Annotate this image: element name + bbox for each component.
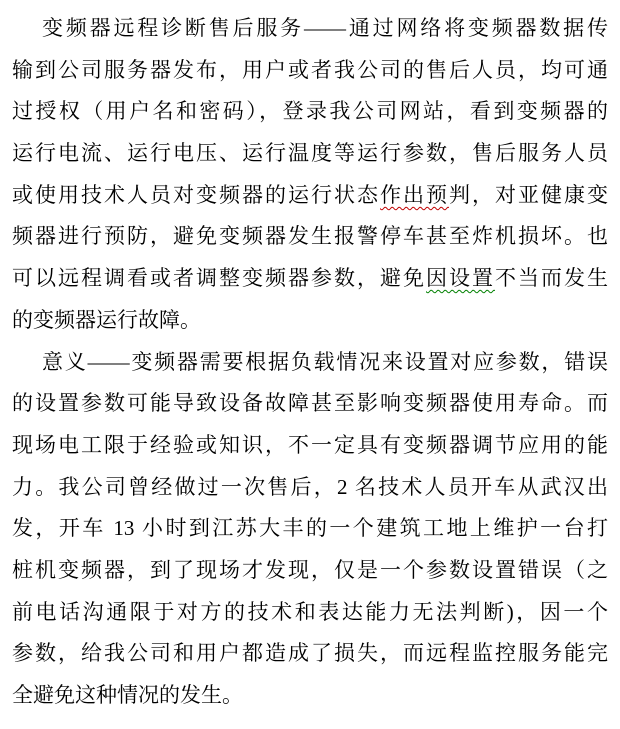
text-segment: 的变频器运行故障。	[12, 307, 201, 332]
text-segment: 参数，给我公司和用户都造成了损失，而远程监控服务能完	[12, 641, 608, 666]
text-line	[12, 342, 608, 384]
text-line	[12, 175, 608, 217]
text-segment: 不当而发生	[495, 266, 608, 291]
text-segment: 发，开车 13 小时到江苏大丰的一个建筑工地上维护一台打	[12, 516, 608, 541]
paragraph-1	[12, 8, 608, 342]
document-body[interactable]	[12, 8, 608, 717]
text-line	[12, 258, 608, 300]
text-segment: 频器进行预防，避免变频器发生报警停车甚至炸机损坏。也	[12, 224, 608, 249]
text-line	[12, 550, 608, 592]
text-segment: 输到公司服务器发布，用户或者我公司的售后人员，均可通	[12, 57, 608, 82]
text-segment: 力。我公司曾经做过一次售后，2 名技术人员开车从武汉出	[12, 474, 608, 499]
text-segment: 现场电工限于经验或知识，不一定具有变频器调节应用的能	[12, 432, 608, 457]
text-segment: 的设置参数可能导致设备故障甚至影响变频器使用寿命。而	[12, 391, 608, 416]
text-segment: 全避免这种情况的发生。	[12, 683, 243, 707]
text-line	[12, 91, 608, 133]
text-line	[12, 508, 608, 550]
text-segment: 变频器远程诊断售后服务——通过网络将变频器数据传	[42, 16, 608, 40]
text-line	[12, 50, 608, 92]
text-line	[12, 425, 608, 467]
text-line	[12, 633, 608, 675]
text-line	[12, 592, 608, 634]
text-segment: 意义——变频器需要根据负载情况来设置对应参数，错误	[42, 349, 608, 374]
spelling-marked-text: 作出预	[380, 182, 449, 207]
text-segment: 运行电流、运行电压、运行温度等运行参数，售后服务人员	[12, 141, 608, 166]
text-line	[12, 133, 608, 175]
paragraph-2	[12, 342, 608, 717]
text-segment: 前电话沟通限于对方的技术和表达能力无法判断)，因一个	[12, 599, 608, 624]
text-segment: 桩机变频器，到了现场才发现，仅是一个参数设置错误（之	[12, 557, 608, 582]
text-segment: 可以远程调看或者调整变频器参数，避免	[12, 266, 426, 291]
text-segment: 过授权（用户名和密码），登录我公司网站，看到变频器的	[12, 99, 608, 124]
text-line	[12, 467, 608, 509]
text-line	[12, 675, 608, 717]
text-segment: 或使用技术人员对变频器的运行状态	[12, 182, 380, 207]
text-line	[12, 8, 608, 50]
text-line	[12, 216, 608, 258]
grammar-marked-text: 因设置	[426, 266, 495, 291]
text-line	[12, 300, 608, 342]
text-segment: 判，对亚健康变	[449, 182, 608, 207]
text-line	[12, 383, 608, 425]
